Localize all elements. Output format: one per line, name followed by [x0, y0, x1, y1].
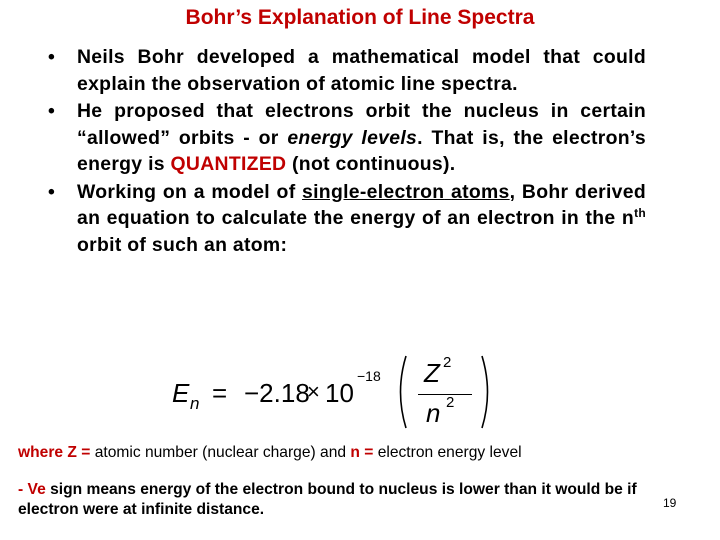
equation-base: 10 — [325, 378, 354, 408]
single-electron-term: single-electron — [302, 180, 445, 203]
equation-exponent: −18 — [357, 368, 381, 384]
bullet-text: . That is, the electron’s energy is — [77, 126, 646, 175]
variable-definitions — [18, 444, 708, 462]
n-definition-symbol: n = — [350, 444, 378, 461]
superscript-th: th — [634, 206, 646, 220]
slide-title: Bohr’s Explanation of Line Spectra — [185, 6, 535, 29]
z-definition-text: atomic number (nuclear charge) and — [94, 444, 351, 461]
bullet-item — [48, 98, 646, 178]
equation-coefficient: −2.18 — [244, 378, 310, 408]
n-definition-text: electron energy level — [377, 444, 522, 461]
bullet-text: (not continuous). — [286, 153, 456, 175]
sign-note — [18, 480, 678, 520]
equation-lhs-subscript: n — [190, 394, 200, 413]
bullet-list — [48, 44, 646, 259]
bullet-dot-icon: • — [48, 100, 56, 122]
equation-denominator-exponent: 2 — [446, 394, 455, 411]
bullet-text: Working on a model of — [77, 180, 303, 203]
sign-note-text: sign means energy of the electron bound to nucleus is lower than it would be if electron were at infinite distance. — [18, 481, 637, 518]
equation-times: × — [307, 379, 320, 404]
page-number: 19 — [663, 496, 677, 510]
equation-equals: = — [212, 378, 228, 408]
bullet-item — [48, 44, 646, 97]
equation-numerator: Z — [424, 358, 440, 388]
fraction-bar — [418, 394, 472, 395]
quantized-term: QUANTIZED — [170, 153, 287, 175]
bullet-dot-icon: • — [48, 180, 56, 203]
z-definition-symbol: Z = — [67, 444, 95, 461]
left-parenthesis-icon — [394, 354, 408, 430]
equation-numerator-exponent: 2 — [443, 354, 452, 371]
right-parenthesis-icon — [480, 354, 494, 430]
where-word: where — [18, 444, 68, 461]
bullet-text: orbit of such an atom: — [77, 233, 288, 256]
equation-lhs: E — [172, 378, 190, 408]
bullet-text: He proposed that electrons orbit the nucleus in certain “allowed” orbits - or — [77, 100, 646, 149]
bullet-text: , Bohr derived an equation to calculate the energy of an electron in the n — [77, 180, 646, 229]
energy-levels-term: energy levels — [287, 126, 418, 149]
atoms-term: atoms — [451, 180, 510, 203]
bullet-text: Neils Bohr developed a mathematical model that could explain the observation of atomic line spectra. — [77, 46, 646, 95]
negative-sign-label: - Ve — [18, 481, 46, 498]
bullet-dot-icon: • — [48, 46, 56, 68]
bullet-item — [48, 179, 646, 259]
equation-denominator: n — [426, 398, 441, 428]
energy-equation — [168, 354, 508, 434]
